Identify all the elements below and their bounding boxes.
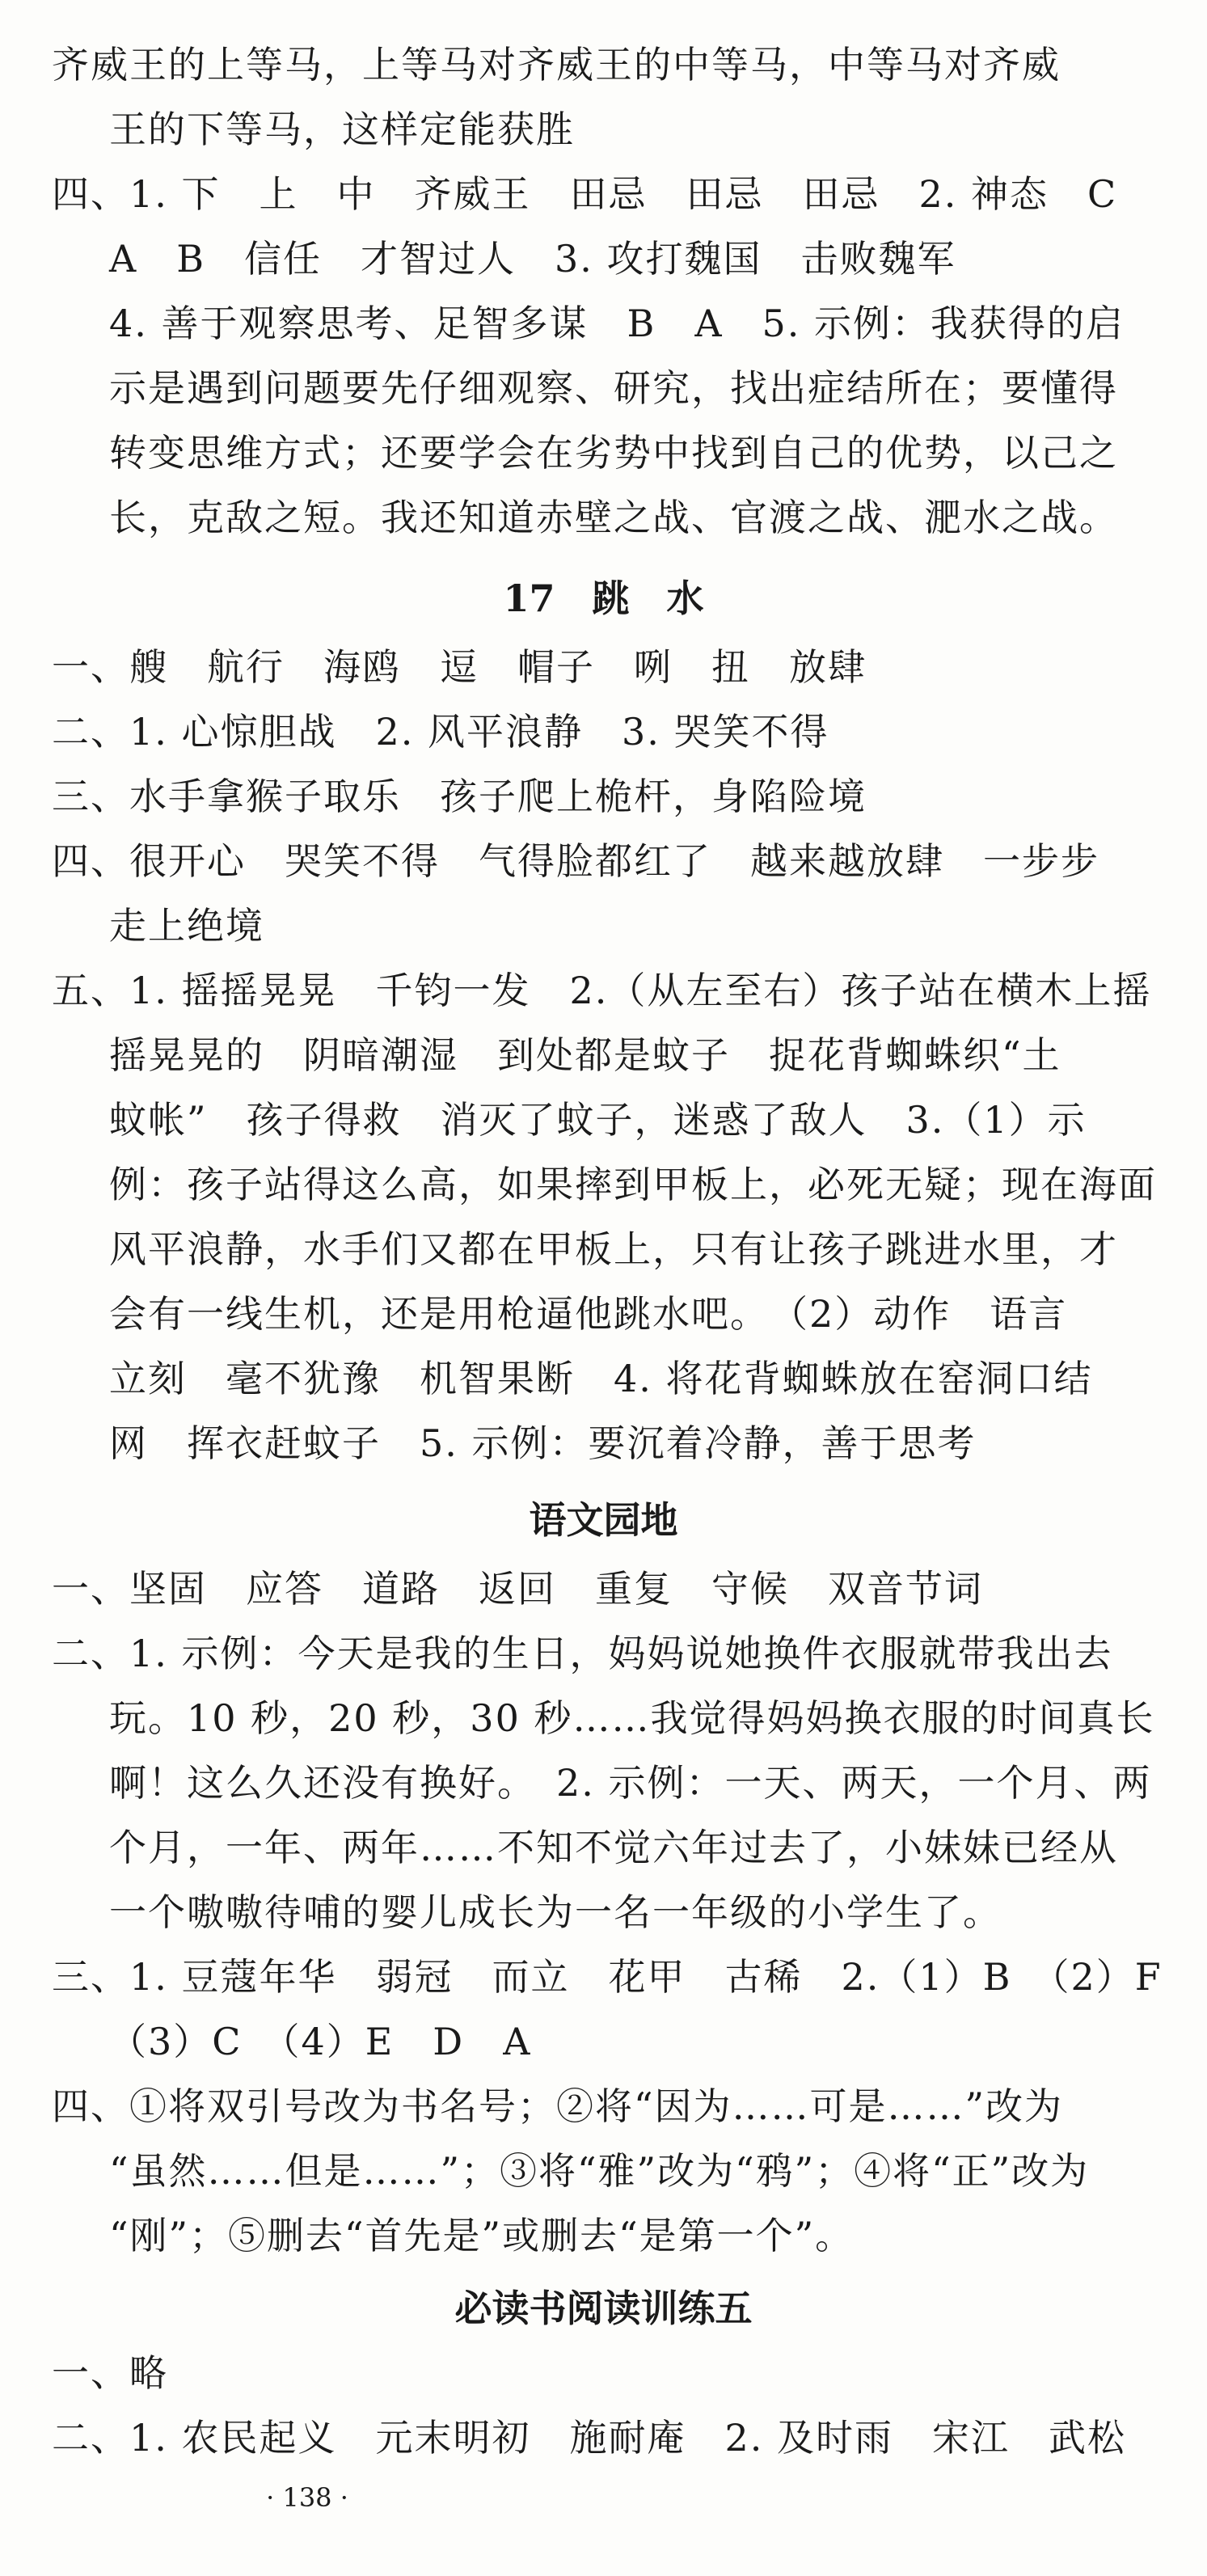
page-number: · 138 · <box>266 2482 348 2513</box>
text-line: 三、1. 豆蔻年华 弱冠 而立 花甲 古稀 2.（1）B （2）F <box>52 1955 1163 1999</box>
text-line: 五、1. 摇摇晃晃 千钧一发 2.（从左至右）孩子站在横木上摇 <box>52 969 1152 1012</box>
text-line: 立刻 毫不犹豫 机智果断 4. 将花背蜘蛛放在窑洞口结 <box>109 1357 1093 1400</box>
text-line: 蚊帐” 孩子得救 消灭了蚊子，迷惑了敌人 3.（1）示 <box>109 1098 1087 1142</box>
section-title: 语文园地 <box>529 1498 678 1542</box>
text-line: 二、1. 农民起义 元末明初 施耐庵 2. 及时雨 宋江 武松 <box>52 2416 1127 2460</box>
text-line: “虽然……但是……”；③将“雅”改为“鸦”；④将“正”改为 <box>109 2149 1090 2193</box>
text-line: 个月，一年、两年……不知不觉六年过去了，小妹妹已经从 <box>109 1826 1118 1869</box>
text-line: 一、坚固 应答 道路 返回 重复 守候 双音节词 <box>52 1567 983 1611</box>
section-title: 必读书阅读训练五 <box>454 2287 753 2330</box>
section-title: 17 跳 水 <box>503 576 704 620</box>
text-line: 风平浪静，水手们又都在甲板上，只有让孩子跳进水里，才 <box>109 1227 1118 1271</box>
text-line: A B 信任 才智过人 3. 攻打魏国 击败魏军 <box>109 237 956 281</box>
text-line: 转变思维方式；还要学会在劣势中找到自己的优势，以己之 <box>109 431 1118 475</box>
text-line: 玩。10 秒，20 秒，30 秒……我觉得妈妈换衣服的时间真长 <box>109 1696 1155 1740</box>
text-line: 四、很开心 哭笑不得 气得脸都红了 越来越放肆 一步步 <box>52 839 1099 883</box>
text-line: 4. 善于观察思考、足智多谋 B A 5. 示例：我获得的启 <box>109 302 1125 345</box>
text-line: 网 挥衣赶蚊子 5. 示例：要沉着冷静，善于思考 <box>109 1421 977 1465</box>
text-line: 会有一线生机，还是用枪逼他跳水吧。 （2）动作 语言 <box>109 1292 1068 1336</box>
text-line: 一、艘 航行 海鸥 逗 帽子 咧 扭 放肆 <box>52 645 867 689</box>
text-line: 走上绝境 <box>109 904 264 948</box>
text-line: 一个嗷嗷待哺的婴儿成长为一名一年级的小学生了。 <box>109 1890 1002 1934</box>
text-line: 例：孩子站得这么高，如果摔到甲板上，必死无疑；现在海面 <box>109 1163 1157 1206</box>
text-line: 二、1. 示例：今天是我的生日，妈妈说她换件衣服就带我出去 <box>52 1632 1113 1675</box>
text-line: 三、水手拿猴子取乐 孩子爬上桅杆，身陷险境 <box>52 775 867 818</box>
text-line: 四、①将双引号改为书名号；②将“因为……可是……”改为 <box>52 2084 1064 2128</box>
text-line: 四、1. 下 上 中 齐威王 田忌 田忌 田忌 2. 神态 C <box>52 172 1118 216</box>
text-line: 一、略 <box>52 2351 168 2395</box>
text-line: 王的下等马，这样定能获胜 <box>109 108 575 151</box>
text-line: 示是遇到问题要先仔细观察、研究，找出症结所在；要懂得 <box>109 366 1118 410</box>
text-line: 长，克敌之短。我还知道赤壁之战、官渡之战、淝水之战。 <box>109 496 1118 539</box>
text-line: 齐威王的上等马，上等马对齐威王的中等马，中等马对齐威 <box>52 43 1061 87</box>
text-line: 二、1. 心惊胆战 2. 风平浪静 3. 哭笑不得 <box>52 710 829 754</box>
text-line: （3）C （4）E D A <box>109 2020 532 2063</box>
text-line: “刚”；⑤删去“首先是”或删去“是第一个”。 <box>109 2214 855 2257</box>
text-line: 摇晃晃的 阴暗潮湿 到处都是蚊子 捉花背蜘蛛织“土 <box>109 1033 1061 1077</box>
text-line: 啊！这么久还没有换好。 2. 示例：一天、两天，一个月、两 <box>109 1761 1152 1805</box>
